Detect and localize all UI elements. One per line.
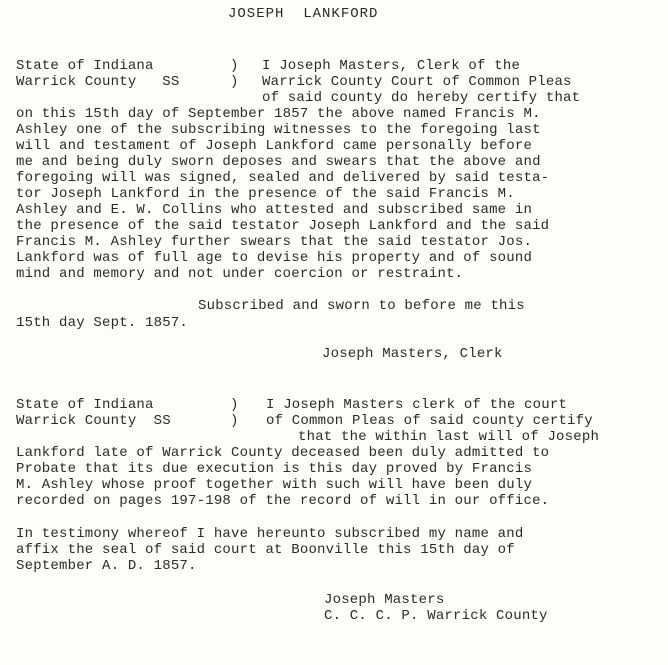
body-line: Probate that its due execution is this day proved by Francis [16,461,533,477]
bracket: ) [230,74,239,90]
sworn-date: 15th day Sept. 1857. [16,315,189,331]
bracket: ) [230,397,239,413]
county-line: Warrick County SS [16,74,180,90]
state-line: State of Indiana [16,397,154,413]
bracket: ) [230,413,239,429]
body-line: on this 15th day of September 1857 the above named Francis M. [16,106,541,122]
county-line: Warrick County SS [16,413,171,429]
body-line: Francis M. Ashley further swears that the said testator Jos. [16,234,533,250]
header-right-line: that the within last will of Joseph [298,429,600,445]
bracket: ) [230,58,239,74]
clerk-signature: Joseph Masters, Clerk [322,346,503,362]
header-right-line: of said county do hereby certify that [262,90,581,106]
body-line: foregoing will was signed, sealed and delivered by said testa- [16,170,550,186]
body-line: recorded on pages 197-198 of the record of will in our office. [16,493,550,509]
header-right-line: of Common Pleas of said county certify [266,413,593,429]
body-line: M. Ashley whose proof together with such will have been duly [16,477,533,493]
document-title: JOSEPH LANKFORD [228,6,379,22]
body-line: the presence of the said testator Joseph Lankford and the said [16,218,550,234]
state-line: State of Indiana [16,58,154,74]
header-right-line: I Joseph Masters, Clerk of the [262,58,521,74]
body-line: Ashley and E. W. Collins who attested and subscribed same in [16,202,533,218]
clerk-name: Joseph Masters [324,592,445,608]
sworn-line: Subscribed and sworn to before me this [198,298,525,314]
header-right-line: Warrick County Court of Common Pleas [262,74,572,90]
body-line: me and being duly sworn deposes and swears that the above and [16,154,541,170]
body-line: Lankford late of Warrick County deceased been duly admitted to [16,445,550,461]
testimony-line: affix the seal of said court at Boonville this 15th day of [16,542,515,558]
body-line: Lankford was of full age to devise his property and of sound [16,250,533,266]
testimony-line: In testimony whereof I have hereunto subscribed my name and [16,526,524,542]
header-right-line: I Joseph Masters clerk of the court [266,397,568,413]
testimony-line: September A. D. 1857. [16,558,197,574]
clerk-title: C. C. C. P. Warrick County [324,608,548,624]
body-line: will and testament of Joseph Lankford came personally before [16,138,533,154]
body-line: mind and memory and not under coercion or restraint. [16,266,464,282]
body-line: Ashley one of the subscribing witnesses to the foregoing last [16,122,541,138]
body-line: tor Joseph Lankford in the presence of the said Francis M. [16,186,515,202]
